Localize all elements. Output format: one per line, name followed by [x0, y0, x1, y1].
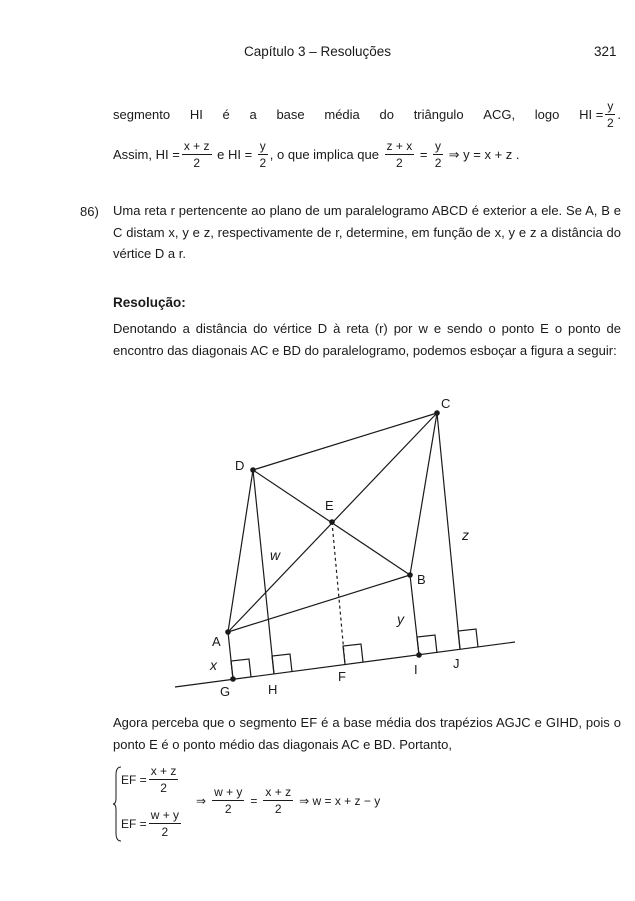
ef-equation-1 — [121, 765, 180, 794]
label-h: H — [268, 682, 278, 697]
label-e: E — [325, 498, 334, 513]
label-d: D — [235, 458, 245, 473]
fraction-denominator: 2 — [606, 116, 614, 130]
fraction-numerator: w + y — [150, 808, 180, 822]
chapter-title: Capítulo 3 – Resoluções — [243, 44, 392, 59]
fraction-denominator: 2 — [160, 781, 167, 795]
label-w: w — [270, 547, 281, 563]
label-b: B — [417, 572, 426, 587]
problem-number: 86) — [80, 204, 99, 219]
fraction-numerator: x + z — [183, 139, 210, 153]
fraction-numerator: y — [259, 139, 266, 153]
page-number: 321 — [594, 44, 617, 59]
label-x: x — [210, 657, 217, 673]
point-g — [230, 676, 236, 682]
fraction-numerator: y — [607, 99, 614, 113]
word: a — [249, 106, 257, 122]
word: triângulo — [413, 106, 464, 122]
fraction-numerator: x + z — [265, 785, 292, 799]
fraction-numerator: x + z — [150, 764, 177, 778]
point-c — [434, 410, 440, 416]
implies-arrow: ⇒ — [196, 793, 207, 808]
resolution-heading: Resolução: — [113, 295, 186, 310]
word: segmento — [113, 106, 171, 122]
equals-sign: = — [416, 147, 432, 162]
right-angle-g — [231, 659, 251, 679]
fraction-numerator: w + y — [214, 785, 243, 799]
word: HI — [189, 106, 203, 122]
ef-lhs: EF = — [121, 816, 147, 831]
ef-equation-2 — [121, 809, 183, 838]
label-f: F — [338, 669, 346, 684]
fraction-numerator: y — [435, 139, 442, 153]
assim-text: Assim, HI = — [113, 147, 180, 162]
label-c: C — [441, 396, 451, 411]
fraction-denominator: 2 — [193, 156, 201, 170]
label-a: A — [212, 634, 221, 649]
label-i: I — [414, 662, 418, 677]
problem-statement: Uma reta r pertencente ao plano de um paralelogramo ABCD é exterior a ele. Se A, B e C distam x, y e z, respectivamente de r, determine, em função de x, y e z a distância do vértice D a r. — [113, 203, 621, 261]
result-equation — [196, 786, 380, 815]
fraction-denominator: 2 — [396, 156, 403, 170]
label-j: J — [453, 656, 460, 671]
result-text: ⇒ y = x + z . — [445, 146, 520, 162]
right-angle-h — [272, 654, 292, 674]
label-y: y — [397, 611, 404, 627]
fraction-denominator: 2 — [224, 802, 232, 816]
fraction-numerator: z + x — [386, 139, 413, 153]
ef-lhs: EF = — [121, 772, 147, 787]
point-e — [329, 519, 335, 525]
word: média — [324, 106, 360, 122]
connector-text: , o que implica que — [269, 147, 383, 162]
fraction-denominator: 2 — [434, 156, 442, 170]
resolution-text: Denotando a distância do vértice D à reta (r) por w e sendo o ponto E o ponto de encontro das diagonais AC e BD do paralelogramo, podemos esboçar a figura a seguir: — [113, 321, 621, 358]
word: ACG, — [483, 106, 516, 122]
fraction-xz — [263, 786, 293, 815]
equation-system — [113, 765, 433, 843]
point-i — [416, 652, 422, 658]
fraction-wy — [149, 809, 181, 838]
period: . — [617, 106, 621, 122]
fraction-xz — [149, 765, 179, 794]
label-z: z — [462, 527, 469, 543]
fraction-denominator: 2 — [259, 156, 267, 170]
right-angle-j — [458, 629, 478, 649]
word: é — [222, 106, 230, 122]
label-g: G — [220, 684, 231, 699]
word: logo — [534, 106, 560, 122]
right-angle-f — [343, 644, 363, 664]
hi-lhs: HI = — [579, 106, 604, 122]
side-da — [228, 470, 253, 632]
segment-ef — [332, 522, 345, 664]
fraction-denominator: 2 — [274, 802, 282, 816]
point-d — [250, 467, 256, 473]
segment-cj — [437, 413, 460, 649]
point-b — [407, 572, 413, 578]
connector-text: e HI = — [213, 147, 256, 162]
segment-dh — [253, 470, 274, 674]
point-a — [225, 629, 231, 635]
final-result: ⇒ w = x + z − y — [299, 793, 381, 808]
fraction-denominator: 2 — [161, 825, 169, 839]
word: base — [276, 106, 305, 122]
fraction-wy — [212, 786, 244, 815]
conclusion-text: Agora perceba que o segmento EF é a base média dos trapézios AGJC e GIHD, pois o ponto E é o ponto médio das diagonais AC e BD. Portanto, — [113, 715, 621, 752]
equals-sign: = — [250, 793, 258, 808]
word: do — [379, 106, 394, 122]
right-angle-i — [417, 635, 437, 655]
